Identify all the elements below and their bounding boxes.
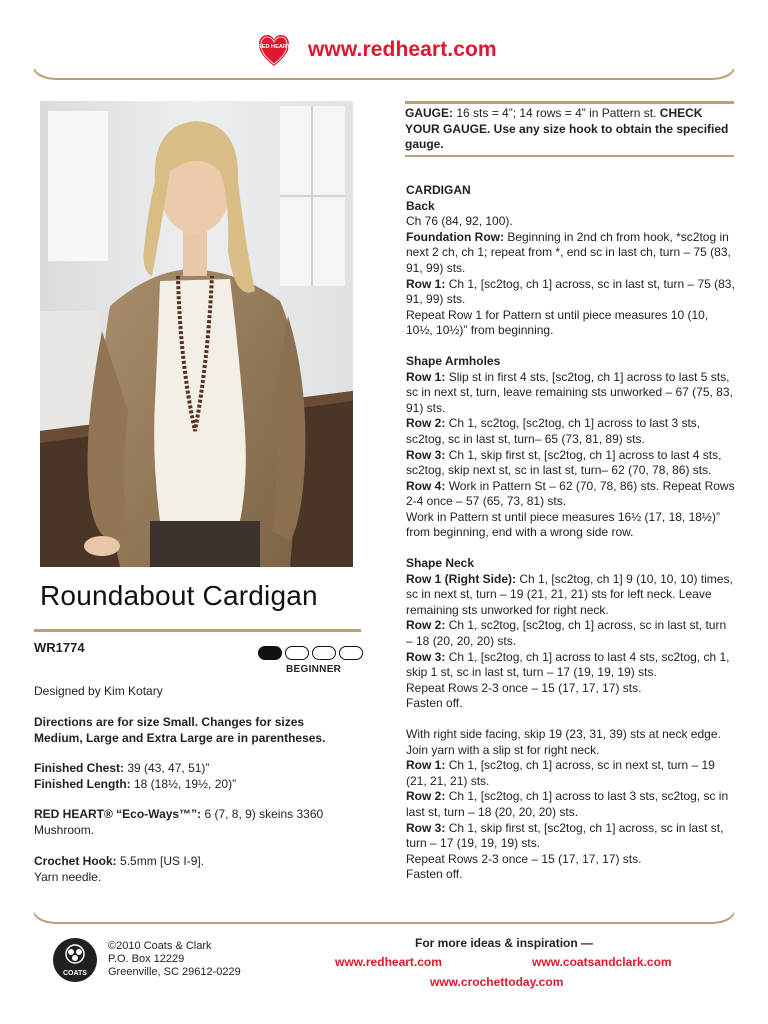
row-text: Ch 1, [sc2tog, ch 1] across to last 4 sts, sc2tog, ch 1, skip 1 st, sc in last st, turn – 17 (19, 19, 19) sts. bbox=[406, 649, 730, 680]
row-text: Work in Pattern St – 62 (70, 78, 86) sts. Repeat Rows 2-4 once – 57 (65, 73, 81) sts. bbox=[406, 478, 735, 509]
po-box: P.O. Box 12229 bbox=[108, 953, 185, 965]
yarn-requirement bbox=[34, 806, 354, 838]
row-text: Ch 1, [sc2tog, ch 1] across, sc in last st, turn – 75 (83, 91, 99) sts. bbox=[406, 276, 735, 307]
footer-link-redheart[interactable]: www.redheart.com bbox=[335, 955, 442, 969]
skill-bar bbox=[312, 646, 336, 660]
finished-measurements bbox=[34, 760, 354, 792]
back-heading: Back bbox=[406, 198, 435, 213]
row-text: Ch 1, skip first st, [sc2tog, ch 1] across, sc in last st, turn – 17 (19, 19, 19) sts. bbox=[406, 820, 724, 851]
row-label: Row 3: bbox=[406, 649, 446, 664]
foundation-row bbox=[406, 230, 736, 277]
row-text: Beginning in 2nd ch from hook, *sc2tog in next 2 ch, ch 1; repeat from *, end sc in last ch, turn – 75 (83, 91, 99) sts. bbox=[406, 229, 731, 275]
row-label: Row 2: bbox=[406, 789, 446, 804]
skill-bar bbox=[258, 646, 282, 660]
footer-link-crochettoday[interactable]: www.crochettoday.com bbox=[430, 975, 564, 989]
row-label: Row 1 (Right Side): bbox=[406, 571, 516, 586]
row-text: Ch 1, skip first st, [sc2tog, ch 1] across to last 4 sts, sc2tog, skip next st, sc in last st, turn– 62 (70, 78, 86) sts. bbox=[406, 447, 722, 478]
notions: Yarn needle. bbox=[34, 870, 102, 884]
row-label: Row 2: bbox=[406, 618, 446, 633]
skill-bar bbox=[285, 646, 309, 660]
armhole-row-1 bbox=[406, 370, 736, 417]
cardigan-heading: CARDIGAN bbox=[406, 183, 471, 197]
row-label: Row 1: bbox=[406, 276, 446, 291]
finished-chest-label: Finished Chest: bbox=[34, 761, 125, 775]
back-chain: Ch 76 (84, 92, 100). bbox=[406, 214, 513, 229]
designer-credit: Designed by Kim Kotary bbox=[34, 684, 163, 698]
neck-fasten-off: Fasten off. bbox=[406, 696, 463, 711]
title-divider bbox=[34, 629, 361, 632]
hook-label: Crochet Hook: bbox=[34, 854, 117, 868]
coats-logo bbox=[52, 937, 98, 983]
row-label: Row 2: bbox=[406, 416, 446, 431]
neck-repeat: Repeat Rows 2-3 once – 15 (17, 17, 17) sts. bbox=[406, 680, 642, 695]
right-neck-row-2 bbox=[406, 789, 736, 820]
instructions bbox=[406, 183, 736, 883]
skill-level-label: BEGINNER bbox=[286, 664, 342, 675]
city: Greenville, SC 29612-0229 bbox=[108, 966, 241, 978]
footer-link-coatsandclark[interactable]: www.coatsandclark.com bbox=[532, 955, 672, 969]
row-label: Row 1: bbox=[406, 758, 446, 773]
armhole-row-3 bbox=[406, 448, 736, 479]
row-label: Row 4: bbox=[406, 478, 446, 493]
pattern-code: WR1774 bbox=[34, 640, 85, 655]
model-photo bbox=[40, 101, 353, 567]
footer-divider bbox=[34, 912, 734, 924]
gauge-top-divider bbox=[405, 101, 734, 104]
row-text: Ch 1, [sc2tog, ch 1] 9 (10, 10, 10) times, sc in next st, turn – 19 (21, 21, 21) sts for left neck. Leave remaining sts unworked for right neck. bbox=[406, 571, 733, 617]
right-neck-repeat: Repeat Rows 2-3 once – 15 (17, 17, 17) sts. bbox=[406, 851, 642, 866]
page-header bbox=[0, 0, 768, 90]
gauge-label: GAUGE: bbox=[405, 106, 453, 120]
armhole-work: Work in Pattern st until piece measures 16½ (17, 18, 18½)” from beginning, end with a wrong side row. bbox=[406, 509, 720, 540]
row-text: Ch 1, sc2tog, [sc2tog, ch 1] across, sc in last st, turn – 18 (20, 20, 20) sts. bbox=[406, 618, 727, 649]
more-ideas-text: For more ideas & inspiration — bbox=[415, 936, 594, 950]
shape-armholes-heading: Shape Armholes bbox=[406, 353, 501, 368]
right-neck-intro: With right side facing, skip 19 (23, 31, 39) sts at neck edge. Join yarn with a slip st for right neck. bbox=[406, 727, 721, 757]
size-directions: Directions are for size Small. Changes for sizes Medium, Large and Extra Large are in parentheses. bbox=[34, 715, 326, 745]
row-label: Foundation Row: bbox=[406, 229, 504, 244]
red-heart-logo bbox=[258, 34, 290, 68]
row-text: Ch 1, sc2tog, [sc2tog, ch 1] across to last 3 sts, sc2tog, sc in last st, turn– 65 (73, 81, 89) sts. bbox=[406, 416, 701, 446]
finished-chest-value: 39 (43, 47, 51)” bbox=[127, 761, 210, 775]
back-row-1 bbox=[406, 277, 736, 308]
gauge-block bbox=[405, 106, 735, 153]
skill-bar bbox=[339, 646, 363, 660]
pattern-title: Roundabout Cardigan bbox=[40, 580, 318, 611]
armhole-row-2 bbox=[406, 416, 736, 447]
armhole-row-4 bbox=[406, 479, 736, 510]
yarn-value: 6 (7, 8, 9) skeins 3360 Mushroom. bbox=[34, 807, 324, 837]
gauge-check: CHECK YOUR GAUGE. Use any size hook to obtain the specified gauge. bbox=[405, 106, 729, 151]
row-text: Slip st in first 4 sts, [sc2tog, ch 1] across to last 5 sts, sc in next st, turn, leave remaining sts unworked – 67 (75, 83, 91) sts. bbox=[406, 369, 733, 415]
right-neck-row-3 bbox=[406, 821, 736, 852]
row-label: Row 3: bbox=[406, 447, 446, 462]
right-neck-row-1 bbox=[406, 758, 736, 789]
neck-row-2 bbox=[406, 618, 736, 649]
neck-row-3 bbox=[406, 650, 736, 681]
publisher-address bbox=[108, 940, 241, 979]
skill-level-bars bbox=[258, 646, 364, 660]
gauge-value: 16 sts = 4”; 14 rows = 4” in Pattern st. bbox=[456, 106, 657, 120]
copyright: ©2010 Coats & Clark bbox=[108, 940, 212, 952]
hook-value: 5.5mm [US I-9]. bbox=[120, 854, 205, 868]
neck-row-1 bbox=[406, 572, 736, 619]
hook-requirement bbox=[34, 853, 354, 885]
logo-text: RED HEART bbox=[258, 44, 290, 50]
header-divider bbox=[34, 68, 734, 80]
shape-neck-heading: Shape Neck bbox=[406, 556, 475, 571]
gauge-bottom-divider bbox=[405, 155, 734, 157]
row-text: Ch 1, [sc2tog, ch 1] across to last 3 sts, sc2tog, sc in last st, turn – 18 (20, 20, 20) sts. bbox=[406, 789, 729, 819]
finished-length-value: 18 (18½, 19½, 20)” bbox=[134, 777, 237, 791]
repeat-row-1: Repeat Row 1 for Pattern st until piece measures 10 (10, 10½, 10½)” from beginning. bbox=[406, 307, 709, 338]
header-site-link[interactable]: www.redheart.com bbox=[308, 38, 497, 61]
yarn-label: RED HEART® “Eco-Ways™”: bbox=[34, 807, 202, 821]
skill-level-indicator bbox=[258, 646, 364, 682]
right-neck-fasten-off: Fasten off. bbox=[406, 867, 463, 882]
row-label: Row 3: bbox=[406, 820, 446, 835]
finished-length-label: Finished Length: bbox=[34, 777, 131, 791]
row-label: Row 1: bbox=[406, 369, 446, 384]
row-text: Ch 1, [sc2tog, ch 1] across, sc in next st, turn – 19 (21, 21, 21) sts. bbox=[406, 758, 715, 788]
coats-logo-text: COATS bbox=[63, 970, 87, 977]
